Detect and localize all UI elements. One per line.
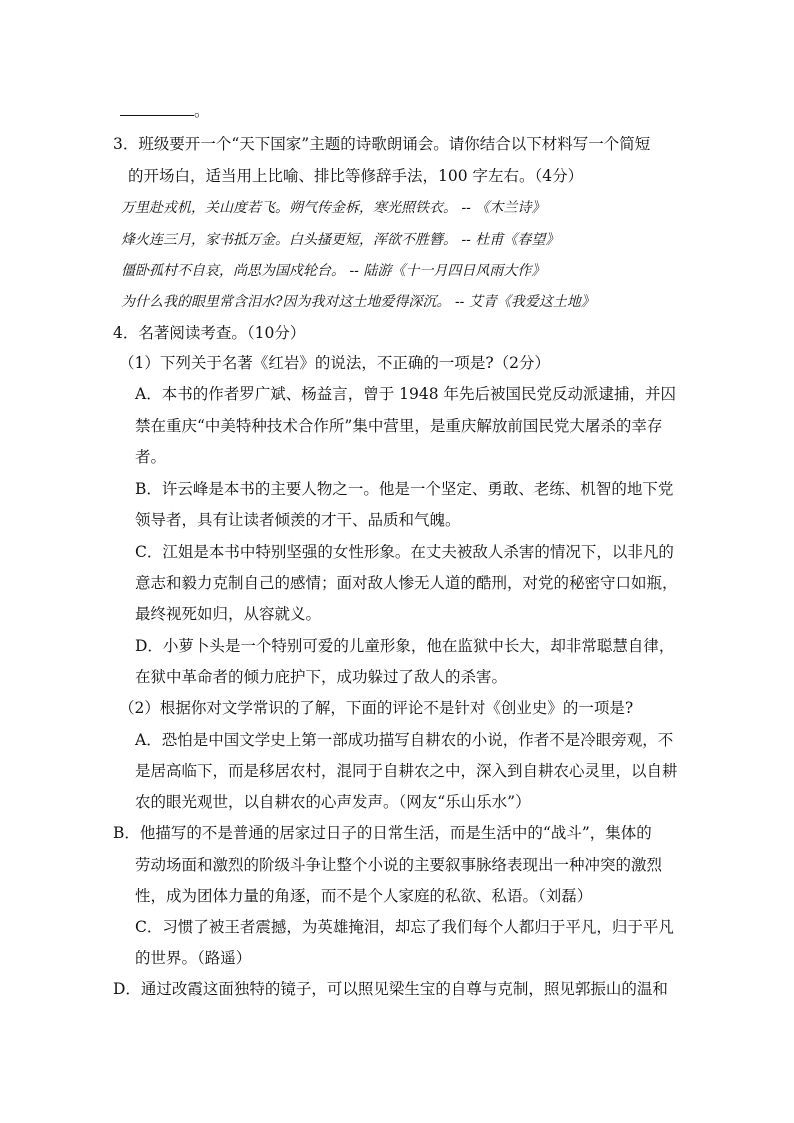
option-b2-line-1: B．他描写的不是普通的居家过日子的日常生活，而是生活中的“战斗”，集体的 — [113, 824, 652, 842]
option-b2-line-3: 性，成为团体力量的角逐，而不是个人家庭的私欲、私语。（刘磊） — [135, 887, 593, 905]
option-a2-line-1: A．恐怕是中国文学史上第一部成功描写自耕农的小说，作者不是冷眼旁观，不 — [135, 731, 674, 749]
option-a2-line-2: 是居高临下，而是移居农村，混同于自耕农之中，深入到自耕农心灵里，以自耕 — [135, 762, 678, 780]
question-4-2: （2）根据你对文学常识的了解，下面的评论不是针对《创业史》的一项是? — [119, 699, 634, 717]
option-c-line-2: 意志和毅力克制自己的感情；面对敌人惨无人道的酷刑，对党的秘密守口如瓶， — [135, 574, 678, 592]
option-c2-line-1: C．习惯了被王者震撼，为英雄掩泪，却忘了我们每个人都归于平凡，归于平凡 — [135, 918, 674, 936]
answer-blank-line — [120, 101, 210, 121]
poem-line-1: 万里赴戎机，关山度若飞。朔气传金柝，寒光照铁衣。 -- 《木兰诗》 — [121, 200, 546, 216]
option-a-line-2: 禁在重庆“中美特种技术合作所”集中营里，是重庆解放前国民党大屠杀的幸存 — [135, 417, 663, 435]
blank-underline — [120, 101, 194, 116]
option-b-line-2: 领导者，具有让读者倾羡的才干、品质和气魄。 — [135, 511, 461, 529]
option-d-line-1: D．小萝卜头是一个特别可爱的儿童形象，他在监狱中长大，却非常聪慧自律， — [135, 637, 675, 655]
option-c-line-1: C．江姐是本书中特别坚强的女性形象。在丈夫被敌人杀害的情况下，以非凡的 — [135, 543, 674, 561]
option-c2-line-2: 的世界。（路遥） — [135, 949, 252, 967]
option-d-line-2: 在狱中革命者的倾力庇护下，成功躲过了敌人的杀害。 — [135, 668, 508, 686]
option-a2-line-3: 农的眼光观世，以自耕农的心声发声。（网友“乐山乐水”） — [135, 793, 531, 811]
option-a-line-1: A．本书的作者罗广斌、杨益言，曾于 1948 年先后被国民党反动派逮捕，并囚 — [135, 385, 676, 403]
option-c-line-3: 最终视死如归，从容就义。 — [135, 605, 322, 623]
period: 。 — [194, 102, 210, 120]
question-3-line-1: 3．班级要开一个“天下国家”主题的诗歌朗诵会。请你结合以下材料写一个简短 — [113, 135, 651, 153]
poem-line-3: 僵卧孤村不自哀，尚思为国戍轮台。 -- 陆游《十一月四日风雨大作》 — [121, 263, 546, 279]
option-b2-line-2: 劳动场面和激烈的阶级斗争让整个小说的主要叙事脉络表现出一种冲突的激烈 — [135, 856, 663, 874]
question-3-line-2: 的开场白，适当用上比喻、排比等修辞手法，100 字左右。（4分） — [128, 167, 584, 185]
option-a-line-3: 者。 — [135, 448, 167, 466]
poem-line-2: 烽火连三月，家书抵万金。白头搔更短，浑欲不胜簪。 -- 杜甫《春望》 — [121, 232, 560, 248]
poem-line-4: 为什么我的眼里常含泪水?因为我对这土地爱得深沉。 -- 艾青《我爱这土地》 — [121, 294, 595, 310]
option-b-line-1: B．许云峰是本书的主要人物之一。他是一个坚定、勇敢、老练、机智的地下党 — [135, 480, 674, 498]
option-d2-line-1: D．通过改霞这面独特的镜子，可以照见梁生宝的自尊与克制，照见郭振山的温和 — [113, 980, 668, 998]
question-4-title: 4．名著阅读考查。（10分） — [113, 324, 306, 342]
question-4-1: （1）下列关于名著《红岩》的说法，不正确的一项是?（2分） — [119, 354, 551, 372]
